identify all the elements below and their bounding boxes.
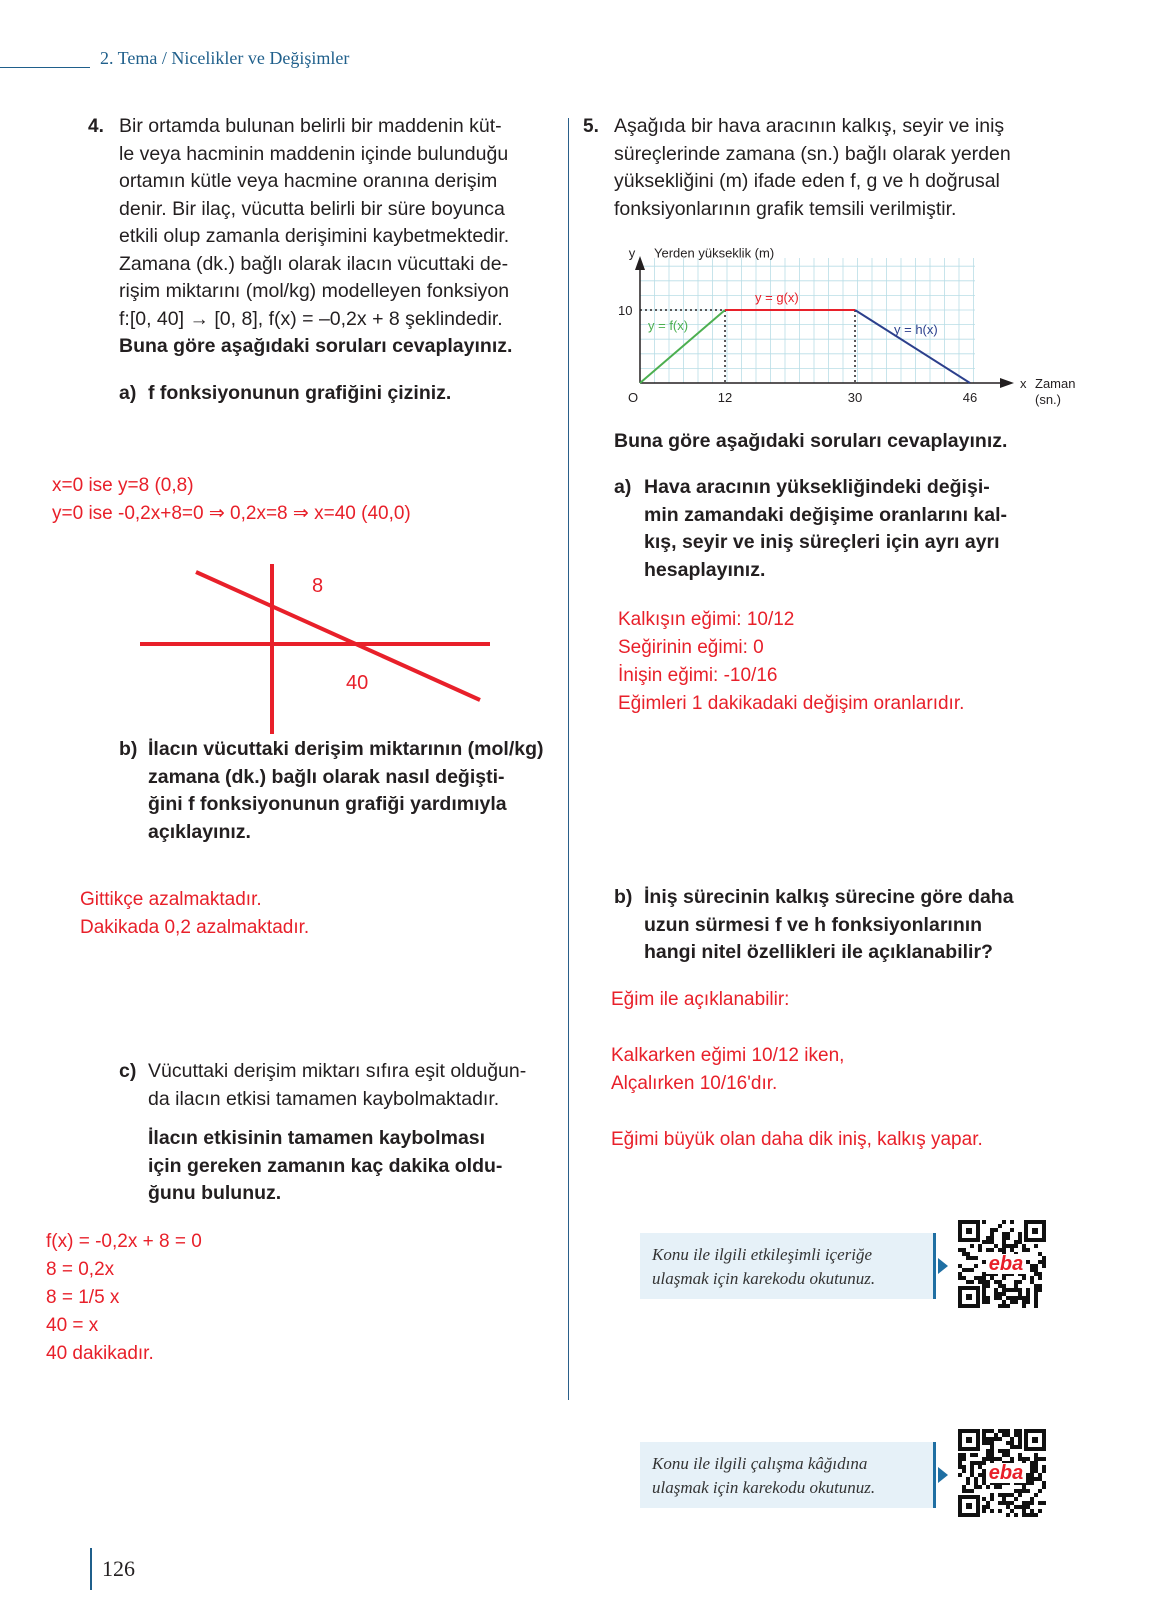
q5b-answer-1: Eğim ile açıklanabilir: <box>611 989 790 1010</box>
x-axis-title-2: (sn.) <box>1035 392 1061 407</box>
label-g: y = g(x) <box>755 290 799 305</box>
qr1-caption-line: ulaşmak için karekodu okutunuz. <box>652 1269 876 1288</box>
q4b-text-line: açıklayınız. <box>148 820 251 843</box>
x-tick-46: 46 <box>962 390 978 405</box>
q4b-text <box>148 736 549 846</box>
q4a-label: a) <box>119 382 137 404</box>
column-divider <box>568 118 569 1400</box>
q5b-text <box>644 884 1044 967</box>
qr1-caption-line: Konu ile ilgili etkileşimli içeriğe <box>652 1245 873 1264</box>
q5a-text-line: kış, seyir ve iniş süreçleri için ayrı ayrı <box>644 531 1000 553</box>
x-tick-12: 12 <box>717 390 733 405</box>
q5b-answer-2 <box>611 1042 844 1098</box>
q4c-answer-line: 8 = 1/5 x <box>46 1287 120 1308</box>
q5a-answer <box>618 606 964 718</box>
q4c-answer-line: f(x) = -0,2x + 8 = 0 <box>46 1231 202 1252</box>
q4c-text-line: Vücuttaki derişim miktarı sıfıra eşit olduğun- <box>148 1060 527 1082</box>
q5-body-line: fonksiyonlarının grafik temsili verilmiştir. <box>614 197 957 220</box>
q4c-answer <box>46 1228 202 1368</box>
label-f: y = f(x) <box>648 318 689 333</box>
y-tick-10: 10 <box>618 303 633 318</box>
q5b-answer-3: Eğimi büyük olan daha dik iniş, kalkış yapar. <box>611 1129 983 1150</box>
x-axis-title-1: Zaman <box>1035 376 1076 391</box>
q4b-answer-line: Dakikada 0,2 azalmaktadır. <box>80 917 310 938</box>
qr2-qr-code-icon[interactable] <box>958 1429 1046 1517</box>
q4a-answer-line: x=0 ise y=8 (0,8) <box>52 475 194 496</box>
q4-body-line: denir. Bir ilaç, vücutta belirli bir süre boyunca <box>119 197 505 220</box>
q4-body-line: f:[0, 40] → [0, 8], f(x) = –0,2x + 8 şeklindedir. <box>119 307 503 330</box>
q5b-text-line: hangi nitel özellikleri ile açıklanabilir? <box>644 941 993 963</box>
q5b-label: b) <box>614 886 633 908</box>
q4c-text-line: da ilacın etkisi tamamen kaybolmaktadır. <box>148 1087 500 1110</box>
q4-number: 4. <box>88 116 104 137</box>
q5-body <box>614 113 1042 223</box>
q4c-question-line: İlacın etkisinin tamamen kaybolması <box>148 1127 486 1149</box>
q4-body-line: Bir ortamda bulunan belirli bir maddenin küt- <box>119 115 502 137</box>
q4c-text <box>148 1058 549 1113</box>
page-number-rule <box>90 1548 92 1590</box>
q5a-answer-line: Eğimleri 1 dakikadaki değişim oranlarıdır. <box>618 693 965 714</box>
q4b-answer <box>80 886 309 942</box>
q4a-sketch <box>130 560 500 740</box>
q5a-label: a) <box>614 476 632 498</box>
q5b-text-line: uzun sürmesi f ve h fonksiyonlarının <box>644 913 983 936</box>
q5a-text-line: Hava aracının yüksekliğindeki değişi- <box>644 476 990 498</box>
graph-y-arrow <box>635 256 645 270</box>
q5a-text-line: hesaplayınız. <box>644 558 766 581</box>
q5a-text-line: min zamandaki değişime oranlarını kal- <box>644 503 1008 526</box>
q4a-answer-line: y=0 ise -0,2x+8=0 ⇒ 0,2x=8 ⇒ x=40 (40,0) <box>52 503 411 524</box>
sketch-f-line <box>196 572 480 700</box>
graph-x-arrow <box>1000 378 1014 388</box>
x-tick-30: 30 <box>847 390 863 405</box>
y-axis-title: Yerden yükseklik (m) <box>654 245 775 261</box>
q4c-answer-line: 40 = x <box>46 1315 99 1336</box>
qr1-arrow-icon <box>938 1258 948 1274</box>
origin-label: O <box>628 390 639 405</box>
label-h: y = h(x) <box>894 322 938 337</box>
qr1-logo: eba <box>988 1253 1024 1275</box>
q4-body-line: rişim miktarını (mol/kg) modelleyen fonksiyon <box>119 280 510 302</box>
q4c-question-line: ğunu bulunuz. <box>148 1182 282 1204</box>
q4b-text-line: ğini f fonksiyonunun grafiği yardımıyla <box>148 793 507 815</box>
q5b-answer-line: Kalkarken eğimi 10/12 iken, <box>611 1045 845 1066</box>
qr2-caption-line: ulaşmak için karekodu okutunuz. <box>652 1478 876 1497</box>
x-axis-letter: x <box>1020 376 1027 391</box>
q4-body <box>119 113 549 361</box>
q4c-label: c) <box>119 1060 137 1082</box>
q4-body-line: le veya hacminin maddenin içinde bulunduğu <box>119 142 509 165</box>
q5-body-line: yüksekliğini (m) ifade eden f, g ve h doğrusal <box>614 170 1000 192</box>
q5b-answer-line: Alçalırken 10/16'dır. <box>611 1073 778 1094</box>
header-rule <box>0 67 90 68</box>
q5a-answer-line: İnişin eğimi: -10/16 <box>618 665 778 686</box>
q5-body-line: Aşağıda bir hava aracının kalkış, seyir ve iniş <box>614 115 1005 137</box>
qr1-qr-code-icon[interactable] <box>958 1220 1046 1308</box>
q5-number: 5. <box>583 116 599 137</box>
graph-grid <box>640 258 975 383</box>
q4-body-line: etkili olup zamanla derişimini kaybetmektedir. <box>119 225 510 247</box>
qr1-caption <box>640 1233 936 1299</box>
q4a-answer <box>52 472 411 528</box>
qr2-arrow-icon <box>938 1467 948 1483</box>
q4-body-line: ortamın kütle veya hacmine oranına derişim <box>119 170 498 192</box>
qr2-caption-line: Konu ile ilgili çalışma kâğıdına <box>652 1454 868 1473</box>
q4c-answer-line: 40 dakikadır. <box>46 1343 154 1364</box>
q4c-answer-line: 8 = 0,2x <box>46 1259 115 1280</box>
q5b-text-line: İniş sürecinin kalkış sürecine göre daha <box>644 886 1014 908</box>
sketch-label-40: 40 <box>346 672 369 694</box>
page-number: 126 <box>102 1556 135 1581</box>
q4a-text: f fonksiyonunun grafiğini çiziniz. <box>148 382 452 404</box>
q4b-text-line: İlacın vücuttaki derişim miktarının (mol/kg) <box>148 738 544 760</box>
y-axis-letter: y <box>628 245 636 261</box>
q5a-answer-line: Seğirinin eğimi: 0 <box>618 637 764 658</box>
q4c-question-line: için gereken zamanın kaç dakika oldu- <box>148 1154 503 1177</box>
header-title: 2. Tema / Nicelikler ve Değişimler <box>100 48 350 68</box>
q5-graph <box>610 240 1100 415</box>
q4b-answer-line: Gittikçe azalmaktadır. <box>80 889 262 910</box>
q5-instruction: Buna göre aşağıdaki soruları cevaplayınız. <box>614 430 1008 452</box>
q5a-text <box>644 474 1044 584</box>
q5a-answer-line: Kalkışın eğimi: 10/12 <box>618 609 795 630</box>
q5-body-line: süreçlerinde zamana (sn.) bağlı olarak yerden <box>614 142 1011 165</box>
q4-instruction: Buna göre aşağıdaki soruları cevaplayınız. <box>119 335 513 357</box>
qr2-caption <box>640 1442 936 1508</box>
sketch-label-8: 8 <box>312 575 324 597</box>
q4c-question <box>148 1125 549 1208</box>
q4-body-line: Zamana (dk.) bağlı olarak ilacın vücuttaki de- <box>119 252 509 275</box>
q4b-label: b) <box>119 738 138 760</box>
q4b-text-line: zamana (dk.) bağlı olarak nasıl değişti- <box>148 765 505 788</box>
qr2-logo: eba <box>988 1462 1024 1484</box>
